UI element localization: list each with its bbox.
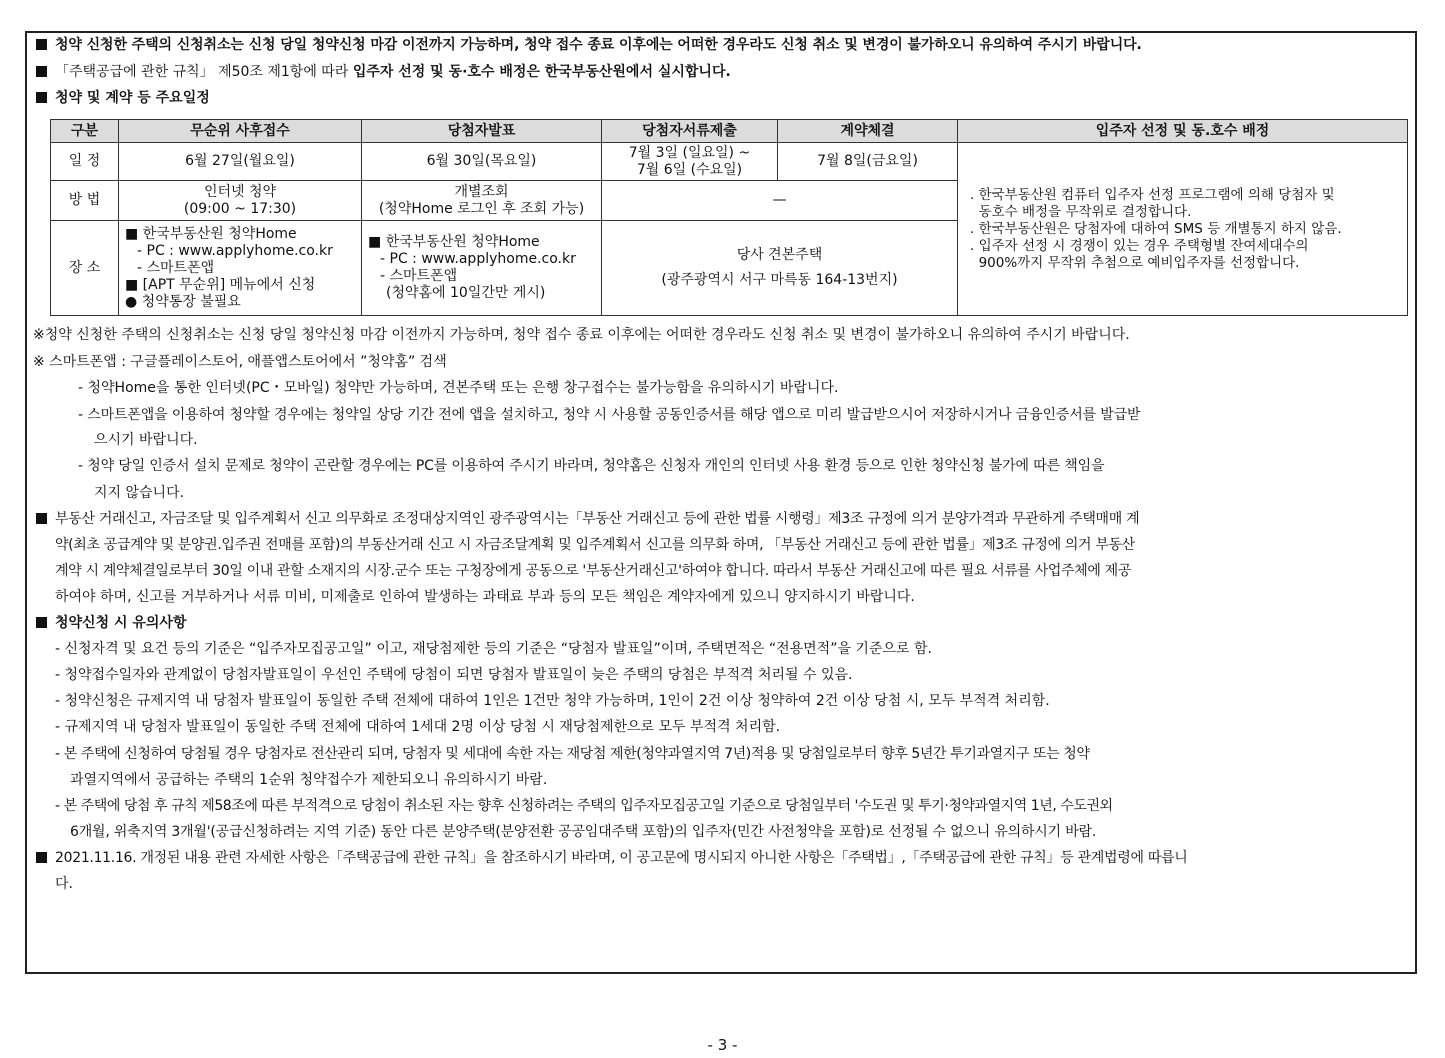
- note-line: 으시기 바랍니다.: [94, 432, 198, 448]
- bullet-square-icon: [36, 66, 47, 77]
- realestate-line: 계약 시 계약체결일로부터 30일 이내 관할 소재지의 시장.군수 또는 구청장에게 공동으로 '부동산거래신고'하여야 합니다. 따라서 부동산 거래신고에 따른 필요 서류를 사업주체에 제공: [55, 563, 1132, 579]
- schedule-title: 청약 및 계약 등 주요일정: [36, 88, 210, 108]
- schedule-table: [50, 119, 1408, 316]
- row-label: 방 법: [51, 181, 119, 221]
- cell-date-1: 6월 27일(월요일): [119, 143, 362, 181]
- cell-place-1: ■ 한국부동산원 청약Home - PC : www.applyhome.co.kr - 스마트폰앱 ■ [APT 무순위] 메뉴에서 신청 ● 청약통장 불필요: [119, 221, 362, 316]
- cell-place-contract: 당사 견본주택 (광주광역시 서구 마륵동 164-13번지): [602, 221, 958, 316]
- cell-place-2: ■ 한국부동산원 청약Home - PC : www.applyhome.co.kr - 스마트폰앱 (청약홈에 10일간만 게시): [362, 221, 602, 316]
- cell-date-2: 6월 30일(목요일): [362, 143, 602, 181]
- note-line: ※청약 신청한 주택의 신청취소는 신청 당일 청약신청 마감 이전까지 가능하며, 청약 접수 종료 이후에는 어떠한 경우라도 신청 취소 및 변경이 불가하오니 유의하여 주시기 바랍니다.: [33, 327, 1130, 343]
- note-line: - 청약Home을 통한 인터넷(PC・모바일) 청약만 가능하며, 견본주택 또는 은행 창구접수는 불가능함을 유의하시기 바랍니다.: [78, 380, 839, 396]
- top-notice-1: 청약 신청한 주택의 신청취소는 신청 당일 청약신청 마감 이전까지 가능하며, 청약 접수 종료 이후에는 어떠한 경우라도 신청 취소 및 변경이 불가하오니 유의하여 주시기 바랍니다.: [36, 35, 1142, 55]
- caution-line: 6개월, 위축지역 3개월'(공급신청하려는 지역 기준) 동안 다른 분양주택(분양전환 공공임대주택 포함)의 입주자(민간 사전청약을 포함)로 선정될 수 없으니 유의하시기 바람.: [70, 824, 1097, 840]
- final-line: 2021.11.16. 개정된 내용 관련 자세한 사항은「주택공급에 관한 규칙」을 참조하시기 바라며, 이 공고문에 명시되지 아니한 사항은「주택법」,「주택공급에 관한 규칙」등 관계법령에 따릅니: [36, 848, 1188, 868]
- header-cell: 당첨자발표: [362, 120, 602, 143]
- header-cell: 당첨자서류제출: [602, 120, 778, 143]
- cell-date-3: 7월 3일 (일요일) ~ 7월 6일 (수요일): [602, 143, 778, 181]
- row-label: 일 정: [51, 143, 119, 181]
- page-number: - 3 -: [707, 1036, 738, 1054]
- bullet-square-icon: [36, 852, 47, 863]
- top-notice-2: 「주택공급에 관한 규칙」 제50조 제1항에 따라 입주자 선정 및 동·호수 배정은 한국부동산원에서 실시합니다.: [36, 62, 731, 82]
- caution-line: - 신청자격 및 요건 등의 기준은 “입주자모집공고일” 이고, 재당첨제한 등의 기준은 “당첨자 발표일”이며, 주택면적은 “전용면적”을 기준으로 함.: [55, 641, 932, 657]
- row-label: 장 소: [51, 221, 119, 316]
- table-row-schedule: [51, 143, 1408, 181]
- table-header-row: [51, 120, 1408, 143]
- realestate-line: 약(최초 공급계약 및 분양권.입주권 전매를 포함)의 부동산거래 신고 시 자금조달계획 및 입주계획서 신고를 의무화 하며, 「부동산 거래신고 등에 관한 법률」제3조 규정에 의거 부동산: [55, 537, 1135, 553]
- cell-method-2: 개별조회 (청약Home 로그인 후 조회 가능): [362, 181, 602, 221]
- cell-method-3: —: [602, 181, 958, 221]
- caution-line: - 본 주택에 신청하여 당첨될 경우 당첨자로 전산관리 되며, 당첨자 및 세대에 속한 자는 재당첨 제한(청약과열지역 7년)적용 및 당첨일로부터 향후 5년간 투기과열지구 또는 청약: [55, 746, 1090, 762]
- realestate-line: 하여야 하며, 신고를 거부하거나 서류 미비, 미제출로 인하여 발생하는 과태료 부과 등의 모든 책임은 계약자에게 있으니 양지하시기 바랍니다.: [55, 589, 915, 605]
- cell-method-1: 인터넷 청약 (09:00 ~ 17:30): [119, 181, 362, 221]
- realestate-line: 부동산 거래신고, 자금조달 및 입주계획서 신고 의무화로 조정대상지역인 광주광역시는「부동산 거래신고 등에 관한 법률 시행령」제3조 규정에 의거 분양가격과 무관하게 주택매매 계: [36, 509, 1139, 529]
- note-line: - 스마트폰앱을 이용하여 청약할 경우에는 청약일 상당 기간 전에 앱을 설치하고, 청약 시 사용할 공동인증서를 해당 앱으로 미리 발급받으시어 저장하시거나 금융인증서를 발급받: [78, 407, 1141, 423]
- final-line: 다.: [55, 876, 73, 892]
- note-line: 지지 않습니다.: [94, 485, 185, 501]
- bullet-square-icon: [36, 617, 47, 628]
- cell-assign-notes: . 한국부동산원 컴퓨터 입주자 선정 프로그램에 의해 당첨자 및 동호수 배정을 무작위로 결정합니다. . 한국부동산원은 당첨자에 대하여 SMS 등 개별통지 하지 않음. . 입주자 선정 시 경쟁이 있는 경우 주택형별 잔여세대수의 900%까지 무작위 추첨으로 예비입주자를 선정합니다.: [958, 143, 1408, 316]
- caution-line: - 본 주택에 당첨 후 규칙 제58조에 따른 부적격으로 당첨이 취소된 자는 향후 신청하려는 주택의 입주자모집공고일 기준으로 당첨일부터 '수도권 및 투기·청약과열지역 1년, 수도권외: [55, 798, 1113, 814]
- header-cell: 계약체결: [778, 120, 958, 143]
- bullet-square-icon: [36, 92, 47, 103]
- cell-date-4: 7월 8일(금요일): [778, 143, 958, 181]
- caution-line: - 청약신청은 규제지역 내 당첨자 발표일이 동일한 주택 전체에 대하여 1인은 1건만 청약 가능하며, 1인이 2건 이상 청약하여 2건 이상 당첨 시, 모두 부적격 처리함.: [55, 693, 1050, 709]
- bullet-square-icon: [36, 513, 47, 524]
- header-cell: 무순위 사후접수: [119, 120, 362, 143]
- caution-line: - 청약접수일자와 관계없이 당첨자발표일이 우선인 주택에 당첨이 되면 당첨자 발표일이 늦은 주택의 당첨은 부적격 처리될 수 있음.: [55, 667, 853, 683]
- caution-title: 청약신청 시 유의사항: [36, 613, 186, 633]
- header-cell: 구분: [51, 120, 119, 143]
- note-line: - 청약 당일 인증서 설치 문제로 청약이 곤란할 경우에는 PC를 이용하여 주시기 바라며, 청약홈은 신청자 개인의 인터넷 사용 환경 등으로 인한 청약신청 불가에 따른 책임을: [78, 458, 1105, 474]
- bullet-square-icon: [36, 39, 47, 50]
- caution-line: 과열지역에서 공급하는 주택의 1순위 청약접수가 제한되오니 유의하시기 바람.: [70, 772, 548, 788]
- note-line: ※ 스마트폰앱 : 구글플레이스토어, 애플앱스토어에서 ”청약홈” 검색: [33, 354, 447, 370]
- header-cell: 입주자 선정 및 동.호수 배정: [958, 120, 1408, 143]
- caution-line: - 규제지역 내 당첨자 발표일이 동일한 주택 전체에 대하여 1세대 2명 이상 당첨 시 재당첨제한으로 모두 부적격 처리함.: [55, 719, 781, 735]
